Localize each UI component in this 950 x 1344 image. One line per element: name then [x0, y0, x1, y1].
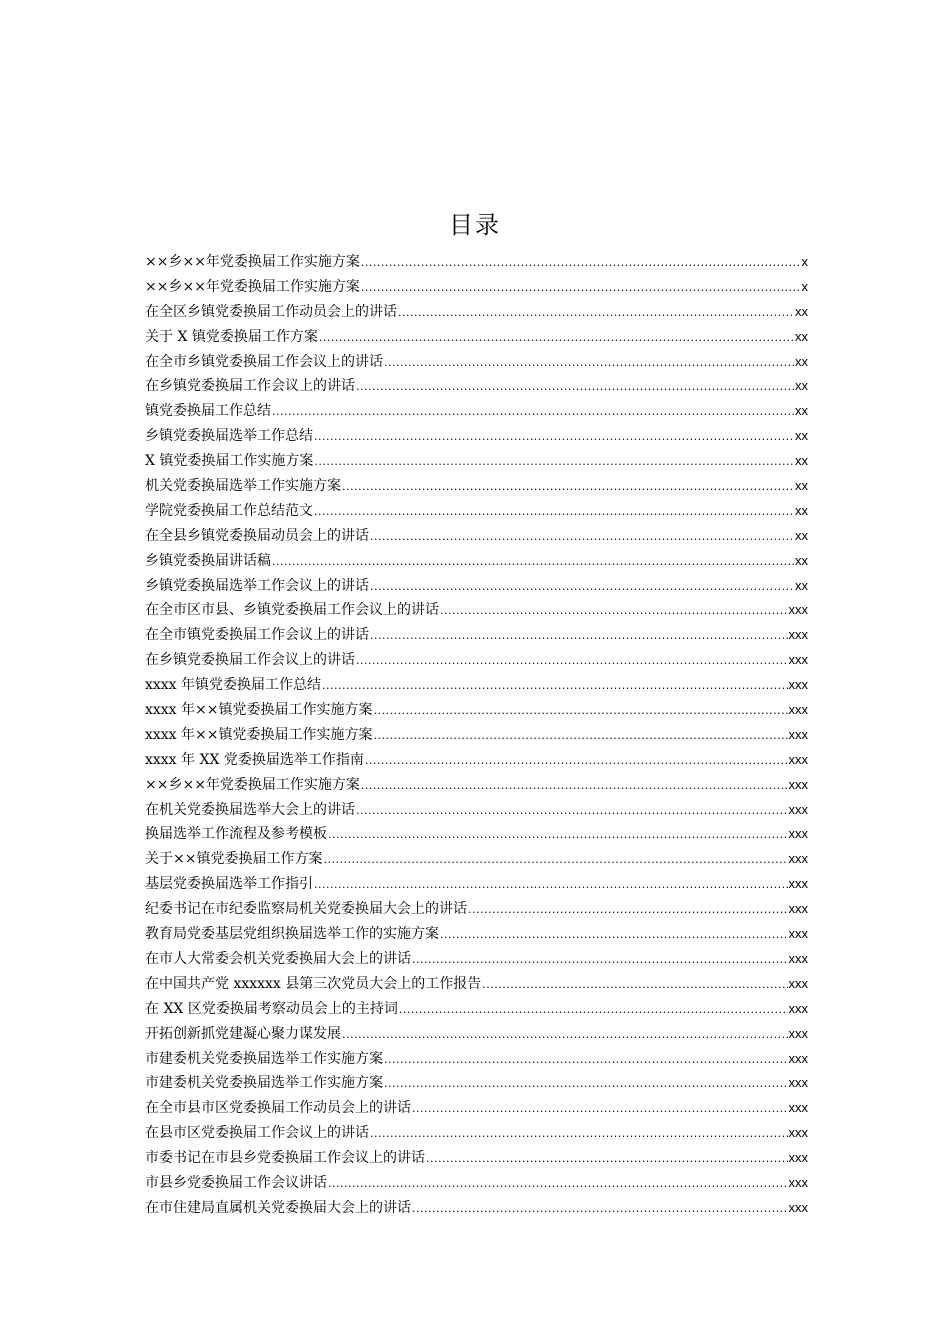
toc-dot-leader — [398, 301, 794, 325]
toc-entry-page: xxx — [788, 1025, 808, 1041]
toc-entry[interactable] — [145, 1196, 808, 1221]
toc-dot-leader — [468, 898, 788, 922]
toc-dot-leader — [361, 251, 801, 275]
toc-entry-title: 市县乡党委换届工作会议讲话 — [145, 1174, 327, 1191]
toc-entry-title: 乡镇党委换届选举工作总结 — [145, 428, 313, 445]
toc-entry-title: 乡镇党委换届讲话稿 — [145, 552, 271, 569]
toc-entry-title: 教育局党委基层党组织换届选举工作的实施方案 — [145, 926, 439, 943]
toc-dot-leader — [314, 873, 788, 897]
toc-entry-page: xxx — [788, 826, 808, 842]
toc-entry-page: x — [801, 278, 808, 294]
toc-dot-leader — [361, 276, 801, 300]
toc-entry-page: xxx — [788, 901, 808, 917]
toc-entry[interactable] — [145, 474, 808, 499]
toc-entry-page: xxx — [788, 1174, 808, 1190]
toc-entry[interactable] — [145, 275, 808, 300]
toc-dot-leader — [426, 1147, 788, 1171]
toc-entry-title: 学院党委换届工作总结范文 — [145, 502, 313, 519]
toc-entry-title: 纪委书记在市纪委监察局机关党委换届大会上的讲话 — [145, 901, 467, 918]
toc-entry-title: 关于××镇党委换届工作方案 — [145, 851, 323, 868]
toc-dot-leader — [440, 923, 788, 947]
toc-entry-page: xxx — [788, 876, 808, 892]
toc-dot-leader — [323, 848, 787, 872]
toc-entry[interactable] — [145, 698, 808, 723]
toc-dot-leader — [399, 998, 788, 1022]
toc-entry-page: xxx — [788, 1050, 808, 1066]
toc-dot-leader — [370, 525, 794, 549]
toc-dot-leader — [314, 450, 794, 474]
toc-dot-leader — [272, 550, 794, 574]
toc-entry-page: xxx — [788, 776, 808, 792]
toc-entry-title: 在全市区市县、乡镇党委换届工作会议上的讲话 — [145, 602, 439, 619]
toc-entry[interactable] — [145, 773, 808, 798]
toc-entry-title: 机关党委换届选举工作实施方案 — [145, 478, 341, 495]
toc-entry[interactable] — [145, 623, 808, 648]
toc-entry-title: ××乡××年党委换届工作实施方案 — [145, 776, 360, 793]
toc-entry-page: xxx — [788, 677, 808, 693]
toc-entry[interactable] — [145, 673, 808, 698]
toc-entry-page: xxx — [788, 950, 808, 966]
toc-entry-title: xxxx 年××镇党委换届工作实施方案 — [145, 726, 373, 743]
toc-entry-page: xxx — [788, 851, 808, 867]
toc-entry[interactable] — [145, 449, 808, 474]
toc-dot-leader — [412, 1197, 788, 1221]
toc-entry[interactable] — [145, 872, 808, 897]
toc-entry[interactable] — [145, 574, 808, 599]
toc-entry-title: 镇党委换届工作总结 — [145, 403, 271, 420]
toc-entry-page: xx — [795, 303, 808, 319]
toc-entry-title: 在中国共产党 xxxxxx 县第三次党员大会上的工作报告 — [145, 975, 482, 992]
toc-dot-leader — [328, 1172, 788, 1196]
toc-entry[interactable] — [145, 947, 808, 972]
toc-entry[interactable] — [145, 549, 808, 574]
toc-entry-page: xxx — [788, 1075, 808, 1091]
toc-entry-title: xxxx 年 XX 党委换届选举工作指南 — [145, 751, 364, 768]
toc-entry[interactable] — [145, 1146, 808, 1171]
toc-entry-page: xx — [795, 353, 808, 369]
toc-entry-title: 在全县乡镇党委换届动员会上的讲话 — [145, 527, 369, 544]
toc-entry-page: xxx — [788, 1100, 808, 1116]
toc-entry-page: xx — [795, 478, 808, 494]
toc-entry[interactable] — [145, 374, 808, 399]
toc-entry-title: 换届选举工作流程及参考模板 — [145, 826, 327, 843]
toc-entry-title: 市建委机关党委换届选举工作实施方案 — [145, 1050, 383, 1067]
toc-entry-page: x — [801, 254, 808, 269]
toc-dot-leader — [374, 699, 788, 723]
toc-entry-title: 在全市县市区党委换届工作动员会上的讲话 — [145, 1100, 411, 1117]
toc-entry[interactable] — [145, 1047, 808, 1072]
toc-entry-page: xx — [795, 502, 808, 518]
toc-entry-title: xxxx 年镇党委换届工作总结 — [145, 677, 322, 694]
toc-entry-page: xxx — [788, 801, 808, 817]
toc-entry[interactable] — [145, 997, 808, 1022]
toc-entry-page: xxx — [788, 602, 808, 618]
toc-dot-leader — [314, 500, 794, 524]
toc-entry-title: 在县市区党委换届工作会议上的讲话 — [145, 1125, 369, 1142]
toc-entry-title: 在全区乡镇党委换届工作动员会上的讲话 — [145, 303, 397, 320]
toc-dot-leader — [370, 575, 794, 599]
toc-entry[interactable] — [145, 499, 808, 524]
toc-dot-leader — [328, 823, 788, 847]
toc-entry-title: 在全市镇党委换届工作会议上的讲话 — [145, 627, 369, 644]
toc-entry-page: xx — [795, 552, 808, 568]
toc-dot-leader — [319, 326, 794, 350]
toc-entry-page: xxx — [788, 627, 808, 643]
toc-entry-title: 关于 X 镇党委换届工作方案 — [145, 328, 318, 345]
toc-entry-title: 基层党委换届选举工作指引 — [145, 876, 313, 893]
toc-dot-leader — [342, 1023, 788, 1047]
toc-entry-title: 在乡镇党委换届工作会议上的讲话 — [145, 652, 355, 669]
toc-entry[interactable] — [145, 972, 808, 997]
toc-entry-page: xx — [795, 328, 808, 344]
toc-dot-leader — [356, 375, 794, 399]
toc-entry-page: xxx — [788, 702, 808, 718]
toc-dot-leader — [384, 1072, 788, 1096]
toc-dot-leader — [370, 1122, 788, 1146]
toc-entry-title: ××乡××年党委换届工作实施方案 — [145, 254, 360, 270]
toc-dot-leader — [272, 400, 794, 424]
toc-entry[interactable] — [145, 847, 808, 872]
toc-dot-leader — [374, 724, 788, 748]
toc-entry-title: xxxx 年××镇党委换届工作实施方案 — [145, 702, 373, 719]
toc-dot-leader — [482, 973, 787, 997]
toc-dot-leader — [361, 774, 788, 798]
toc-entry-page: xx — [795, 527, 808, 543]
toc-entry-page: xx — [795, 453, 808, 469]
toc-entry-page: xxx — [788, 975, 808, 991]
toc-entry-page: xx — [795, 378, 808, 394]
toc-entry-title: 乡镇党委换届选举工作会议上的讲话 — [145, 577, 369, 594]
toc-dot-leader — [356, 799, 788, 823]
toc-entry-title: 在全市乡镇党委换届工作会议上的讲话 — [145, 353, 383, 370]
toc-entry-title: 在机关党委换届选举大会上的讲话 — [145, 801, 355, 818]
toc-entry-page: xxx — [788, 652, 808, 668]
toc-dot-leader — [440, 599, 788, 623]
toc-entry[interactable] — [145, 424, 808, 449]
toc-entry-title: 开拓创新抓党建凝心聚力谋发展 — [145, 1025, 341, 1042]
toc-entry-title: 市建委机关党委换届选举工作实施方案 — [145, 1075, 383, 1092]
toc-dot-leader — [384, 351, 794, 375]
toc-entry[interactable] — [145, 798, 808, 823]
toc-entry-title: ××乡××年党委换届工作实施方案 — [145, 278, 360, 295]
toc-dot-leader — [365, 749, 788, 773]
toc-entry[interactable] — [145, 399, 808, 424]
toc-dot-leader — [314, 425, 794, 449]
toc-entry-page: xxx — [788, 1199, 808, 1215]
toc-entry[interactable] — [145, 250, 808, 275]
toc-entry[interactable] — [145, 897, 808, 922]
toc-entry-page: xx — [795, 428, 808, 444]
toc-entry-title: 在乡镇党委换届工作会议上的讲话 — [145, 378, 355, 395]
toc-entry[interactable] — [145, 598, 808, 623]
toc-entry-title: X 镇党委换届工作实施方案 — [145, 453, 314, 470]
toc-entry-title: 市委书记在市县乡党委换届工作会议上的讲话 — [145, 1150, 425, 1167]
toc-dot-leader — [412, 948, 788, 972]
toc-dot-leader — [322, 674, 787, 698]
toc-entry-page: xxx — [788, 726, 808, 742]
toc-entry-title: 在市住建局直属机关党委换届大会上的讲话 — [145, 1199, 411, 1216]
toc-entry[interactable] — [145, 1096, 808, 1121]
toc-entry[interactable] — [145, 922, 808, 947]
toc-entry-page: xx — [795, 577, 808, 593]
toc-entry-page: xxx — [788, 926, 808, 942]
toc-entry[interactable] — [145, 748, 808, 773]
toc-title: 目录 — [449, 211, 501, 239]
toc-dot-leader — [384, 1048, 788, 1072]
toc-list — [145, 250, 808, 1221]
toc-entry-page: xxx — [788, 1000, 808, 1016]
toc-entry[interactable] — [145, 723, 808, 748]
toc-entry-page: xxx — [788, 1125, 808, 1141]
toc-entry[interactable] — [145, 524, 808, 549]
toc-entry-page: xxx — [788, 751, 808, 767]
toc-entry[interactable] — [145, 1171, 808, 1196]
toc-entry-page: xxx — [788, 1150, 808, 1166]
toc-entry-page: xx — [795, 403, 808, 419]
toc-entry[interactable] — [145, 648, 808, 673]
toc-dot-leader — [370, 624, 788, 648]
toc-entry[interactable] — [145, 1121, 808, 1146]
toc-entry-title: 在市人大常委会机关党委换届大会上的讲话 — [145, 950, 411, 967]
toc-entry[interactable] — [145, 1071, 808, 1096]
toc-entry[interactable] — [145, 325, 808, 350]
toc-entry[interactable] — [145, 1022, 808, 1047]
toc-entry-title: 在 XX 区党委换届考察动员会上的主持词 — [145, 1000, 398, 1017]
toc-dot-leader — [342, 475, 794, 499]
toc-dot-leader — [412, 1097, 788, 1121]
toc-entry[interactable] — [145, 822, 808, 847]
toc-entry[interactable] — [145, 300, 808, 325]
toc-entry[interactable] — [145, 350, 808, 375]
toc-dot-leader — [356, 649, 788, 673]
